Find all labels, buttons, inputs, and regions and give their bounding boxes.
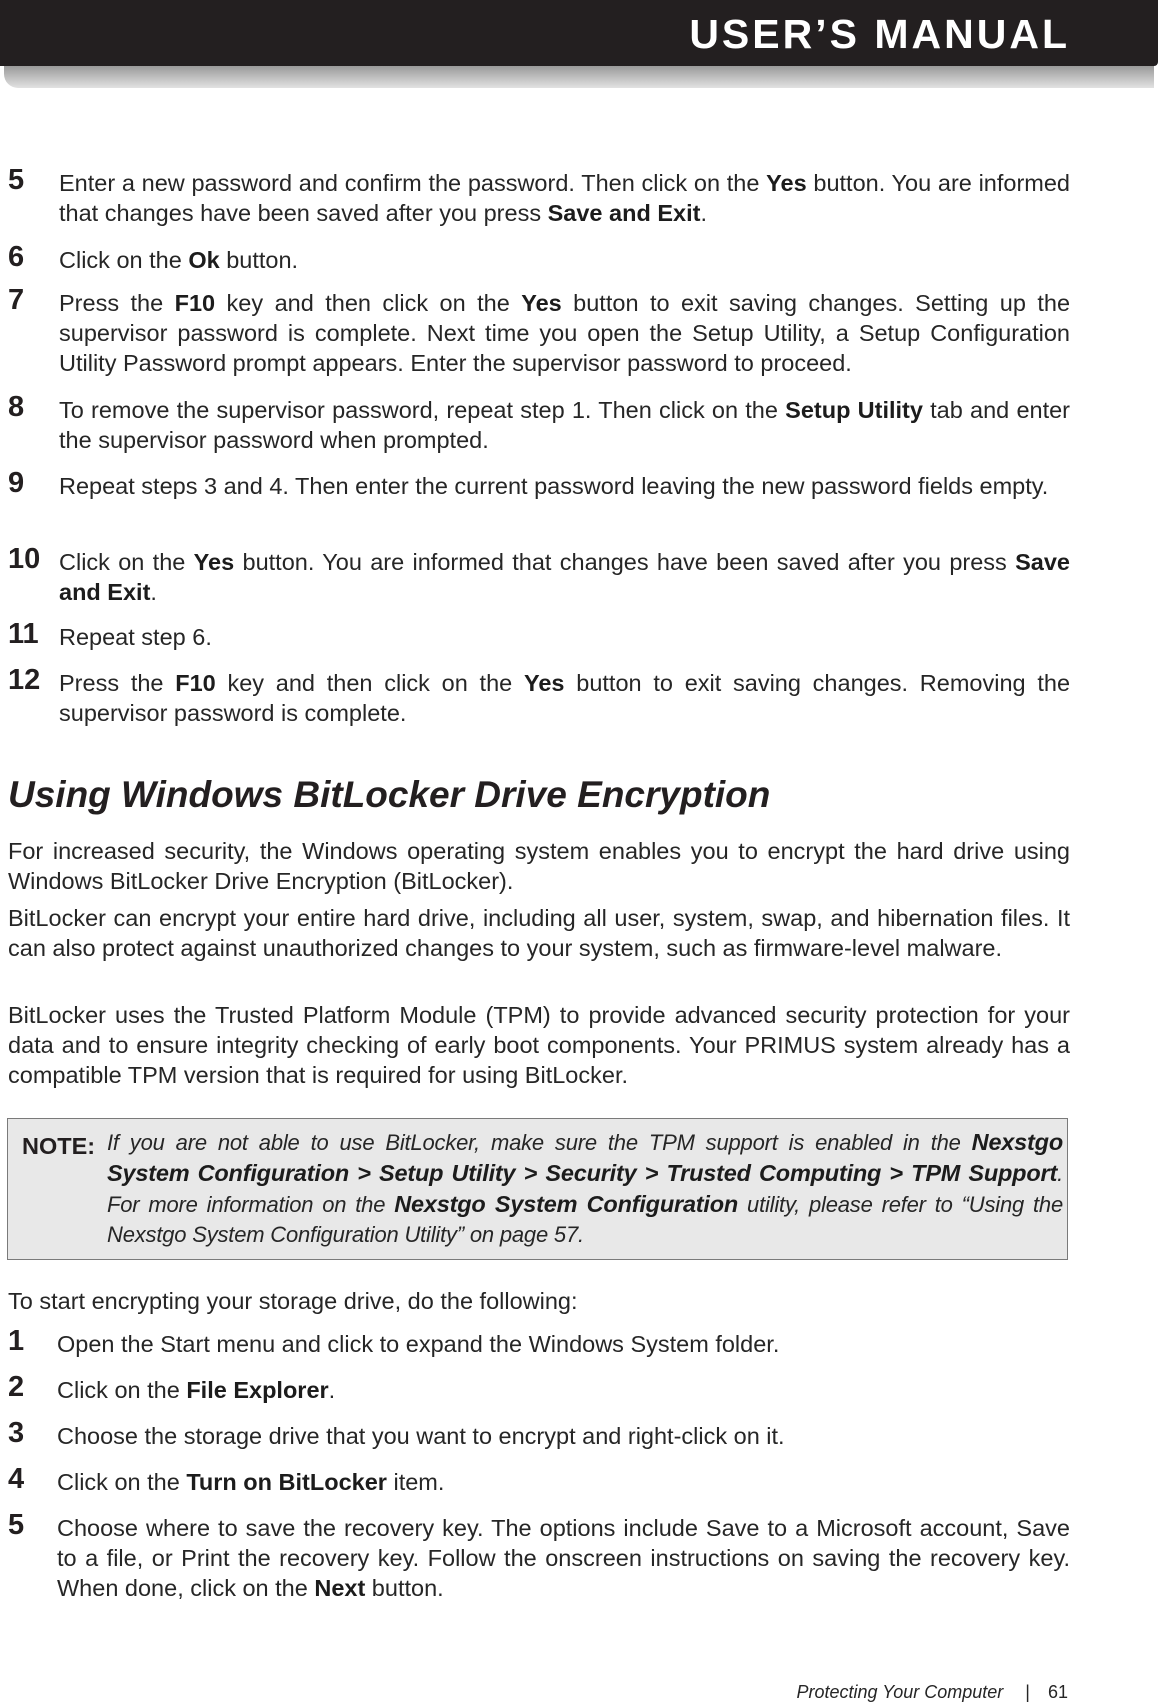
bold-term: F10	[174, 290, 216, 316]
bold-term: F10	[175, 670, 216, 696]
step-number: 1	[8, 1325, 25, 1357]
step-item	[8, 618, 1070, 652]
step-item	[8, 1509, 1070, 1603]
bold-term: Next	[314, 1575, 366, 1601]
text-run: Repeat steps 3 and 4. Then enter the current password leaving the new password fields empty.	[59, 473, 1049, 499]
text-run: Repeat step 6.	[59, 624, 212, 650]
step-item	[8, 241, 1070, 275]
text-run: Click on the	[57, 1377, 187, 1403]
step-number: 3	[8, 1417, 25, 1449]
bold-term: Save and Exit	[547, 200, 701, 226]
bold-term: Ok	[188, 247, 220, 273]
step-item	[8, 1417, 1070, 1451]
text-run: key and then click on the	[215, 670, 524, 696]
step-text	[59, 245, 1070, 275]
bold-term: File Explorer	[186, 1377, 329, 1403]
body-paragraph: BitLocker uses the Trusted Platform Module (TPM) to provide advanced security protection for your data and to ensure integrity checking of early boot components. Your PRIMUS system already has a compatible TPM version that is required for using BitLocker.	[8, 1002, 1070, 1088]
body-paragraph: BitLocker can encrypt your entire hard drive, including all user, system, swap, and hibernation files. It can also protect against unauthorized changes to your system, such as firmware-level malware.	[8, 905, 1070, 961]
step-number: 5	[8, 164, 25, 196]
note-box	[7, 1118, 1068, 1260]
step-item	[8, 1371, 1070, 1405]
step-text	[59, 622, 1070, 652]
text-run: button. You are informed that changes have been saved after you press	[59, 170, 1070, 226]
text-run: Open the Start menu and click to expand the Windows System folder.	[57, 1331, 780, 1357]
note-text	[107, 1127, 1063, 1250]
text-run: utility, please refer to “Using the Nexstgo System Configuration Utility” on page 57.	[107, 1192, 1063, 1247]
text-run: . For more information on the	[107, 1161, 1063, 1217]
text-run: key and then click on the	[215, 290, 522, 316]
text-run: button to exit saving changes. Setting up the supervisor password is complete. Next time you open the Setup Utility, a Setup Configuration Utility Password prompt appears. Enter the supervisor password to proceed.	[59, 290, 1071, 376]
step-text	[57, 1513, 1070, 1603]
step-number: 8	[8, 391, 25, 423]
header-bar	[0, 0, 1158, 66]
step-item	[8, 664, 1071, 728]
text-run: button to exit saving changes. Removing the supervisor password is complete.	[59, 670, 1071, 726]
intro-text: To start encrypting your storage drive, do the following:	[8, 1288, 578, 1314]
step-number: 5	[8, 1509, 25, 1541]
step-item	[8, 391, 1071, 455]
bold-term: Nexstgo System Configuration > Setup Utility > Security > Trusted Computing > TPM Support	[107, 1129, 1063, 1186]
step-text	[57, 1329, 1070, 1359]
step-text	[59, 547, 1070, 607]
step-item	[8, 164, 1070, 228]
text-run: If you are not able to use BitLocker, make sure the TPM support is enabled in the	[107, 1130, 972, 1155]
step-text	[57, 1467, 1070, 1497]
text-run: item.	[386, 1469, 445, 1495]
text-run: Click on the	[59, 549, 194, 575]
step-text	[59, 471, 1070, 501]
text-run: .	[150, 579, 157, 605]
text-run: .	[328, 1377, 336, 1403]
bold-term: Yes	[193, 549, 235, 575]
note-label: NOTE:	[22, 1133, 96, 1159]
step-number: 9	[8, 467, 25, 499]
page-footer	[797, 1681, 1069, 1703]
bold-term: Yes	[523, 670, 565, 696]
step-text	[57, 1375, 1070, 1405]
bold-term: Turn on BitLocker	[186, 1469, 387, 1495]
step-text	[59, 395, 1070, 455]
footer-section-name: Protecting Your Computer	[796, 1682, 1004, 1702]
text-run: Choose where to save the recovery key. The options include Save to a Microsoft account, Save to a file, or Print the recovery key. Follow the onscreen instructions on saving the recovery key. When done, click on the	[57, 1515, 1070, 1601]
manual-title: USER’S MANUAL	[689, 11, 1070, 57]
bold-term: Nexstgo System Configuration	[394, 1191, 739, 1217]
text-run: button.	[219, 247, 299, 273]
page-number: 61	[1047, 1682, 1068, 1702]
step-item	[8, 467, 1070, 501]
step-item	[8, 1325, 1070, 1359]
text-run: button. You are informed that changes have been saved after you press	[234, 549, 1016, 575]
text-run: To remove the supervisor password, repeat step 1. Then click on the	[59, 397, 786, 423]
text-run: Choose the storage drive that you want to encrypt and right-click on it.	[57, 1423, 785, 1449]
step-number: 10	[8, 543, 41, 575]
text-run: Press the	[59, 290, 175, 316]
step-number: 4	[8, 1463, 25, 1495]
step-item	[8, 543, 1070, 607]
bold-term: Setup Utility	[785, 397, 923, 423]
step-text	[59, 668, 1070, 728]
bold-term: Yes	[521, 290, 562, 316]
body-paragraph: For increased security, the Windows operating system enables you to encrypt the hard drive using Windows BitLocker Drive Encryption (BitLocker).	[8, 838, 1070, 894]
text-run: Enter a new password and confirm the password. Then click on the	[59, 170, 767, 196]
text-run: Click on the	[57, 1469, 187, 1495]
bold-term: Save and Exit	[59, 549, 1070, 605]
step-item	[8, 1463, 1070, 1497]
text-run: button.	[365, 1575, 444, 1601]
footer-separator: |	[1025, 1682, 1030, 1702]
bold-term: Yes	[766, 170, 807, 196]
step-item	[8, 284, 1071, 378]
text-run: tab and enter the supervisor password when prompted.	[59, 397, 1071, 453]
step-number: 2	[8, 1371, 25, 1403]
text-run: Click on the	[59, 247, 189, 273]
step-number: 11	[8, 618, 39, 650]
step-text	[59, 168, 1070, 228]
step-text	[57, 1421, 1070, 1451]
step-number: 7	[8, 284, 25, 316]
step-number: 12	[8, 664, 41, 696]
header-shadow	[4, 66, 1154, 88]
text-run: Press the	[59, 670, 176, 696]
section-heading: Using Windows BitLocker Drive Encryption	[8, 774, 771, 815]
text-run: .	[700, 200, 707, 226]
step-number: 6	[8, 241, 25, 273]
step-text	[59, 288, 1070, 378]
